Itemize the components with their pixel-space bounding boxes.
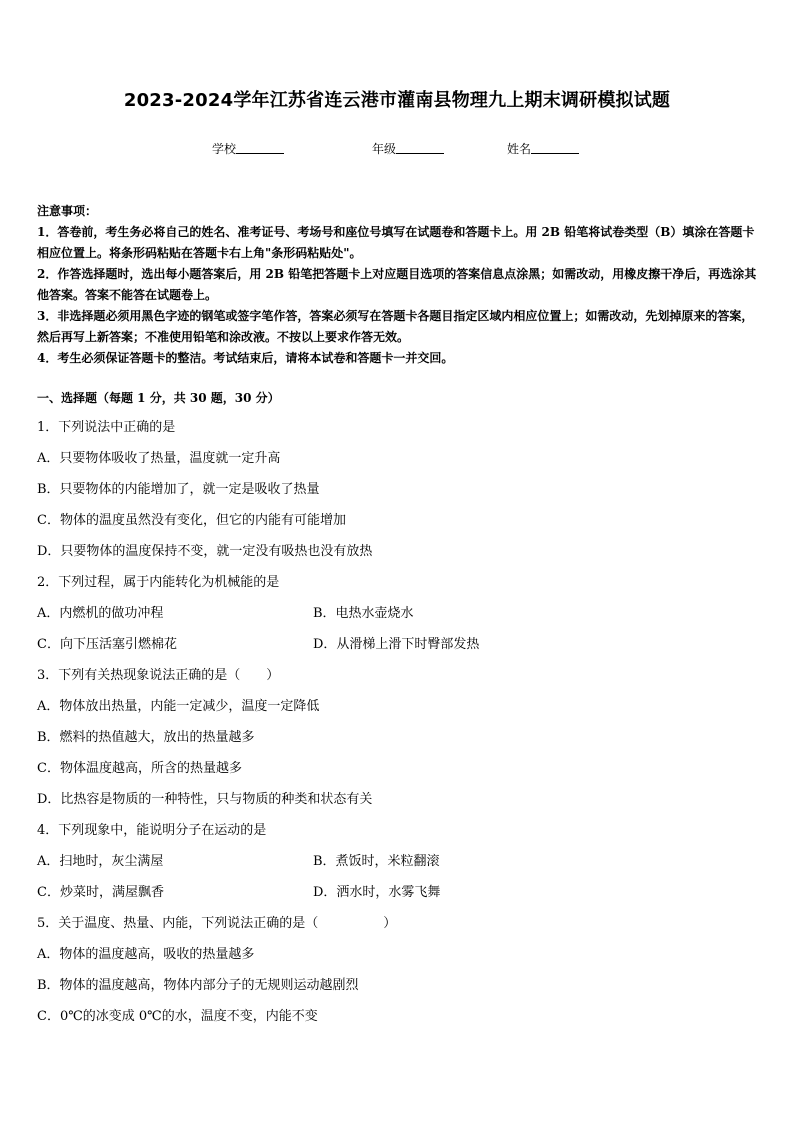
- question-1-option-c: C．物体的温度虽然没有变化，但它的内能有可能增加: [37, 513, 346, 528]
- question-2-option-d: D．从滑梯上滑下时臀部发热: [313, 637, 480, 652]
- notice-item-1: 1．答卷前，考生务必将自己的姓名、准考证号、考场号和座位号填写在试题卷和答题卡上。用 2B 铅笔将试卷类型（B）填涂在答题卡相应位置上。将条形码粘贴在答题卡右上角"条形码粘贴处"。: [37, 225, 755, 260]
- notice-item-2: 2．作答选择题时，选出每小题答案后，用 2B 铅笔把答题卡上对应题目选项的答案信息点涂黑；如需改动，用橡皮擦干净后，再选涂其他答案。答案不能答在试题卷上。: [37, 267, 757, 302]
- question-2-option-a: A．内燃机的做功冲程: [37, 606, 164, 621]
- notice-item-4: 4．考生必须保证答题卡的整洁。考试结束后，请将本试卷和答题卡一并交回。: [37, 351, 454, 365]
- question-1-stem: 1．下列说法中正确的是: [37, 420, 176, 435]
- question-5-option-b: B．物体的温度越高，物体内部分子的无规则运动越剧烈: [37, 978, 359, 993]
- question-1-option-a: A．只要物体吸收了热量，温度就一定升高: [37, 451, 281, 466]
- notice-heading: 注意事项：: [37, 204, 98, 218]
- question-4-option-d: D．洒水时，水雾飞舞: [313, 885, 441, 900]
- question-1-option-b: B．只要物体的内能增加了，就一定是吸收了热量: [37, 482, 320, 497]
- question-4-option-b: B．煮饭时，米粒翻滚: [313, 854, 440, 869]
- question-4-option-a: A．扫地时，灰尘满屋: [37, 854, 164, 869]
- school-label: 学校: [212, 142, 237, 156]
- name-label: 姓名: [507, 142, 532, 156]
- section-heading: 一、选择题（每题 1 分，共 30 题，30 分）: [37, 391, 280, 405]
- question-2-option-c: C．向下压活塞引燃棉花: [37, 637, 177, 652]
- question-2-option-b: B．电热水壶烧水: [313, 606, 414, 621]
- notice-item-3: 3．非选择题必须用黑色字迹的钢笔或签字笔作答，答案必须写在答题卡各题目指定区域内相应位置上；如需改动，先划掉原来的答案，然后再写上新答案；不准使用铅笔和涂改液。不按以上要求作答无效。: [37, 309, 754, 344]
- question-3-option-c: C．物体温度越高，所含的热量越多: [37, 761, 242, 776]
- question-3-option-a: A．物体放出热量，内能一定减少，温度一定降低: [37, 699, 320, 714]
- student-info-row: [0, 140, 794, 160]
- exam-title: 2023-2024学年江苏省连云港市灌南县物理九上期末调研模拟试题: [123, 90, 671, 111]
- question-3-option-b: B．燃料的热值越大，放出的热量越多: [37, 730, 255, 745]
- question-2-stem: 2．下列过程，属于内能转化为机械能的是: [37, 575, 280, 590]
- grade-field[interactable]: [372, 140, 444, 157]
- question-5-stem: 5．关于温度、热量、内能，下列说法正确的是（ ）: [37, 916, 397, 931]
- name-blank[interactable]: [531, 141, 579, 154]
- question-3-option-d: D．比热容是物质的一种特性，只与物质的种类和状态有关: [37, 792, 373, 807]
- question-4-stem: 4．下列现象中，能说明分子在运动的是: [37, 823, 267, 838]
- school-field[interactable]: [212, 140, 284, 157]
- question-4-option-c: C．炒菜时，满屋飘香: [37, 885, 164, 900]
- question-3-stem: 3．下列有关热现象说法正确的是（ ）: [37, 668, 280, 683]
- grade-blank[interactable]: [396, 141, 444, 154]
- grade-label: 年级: [372, 142, 397, 156]
- question-5-option-c: C．0℃的冰变成 0℃的水，温度不变，内能不变: [37, 1009, 318, 1024]
- name-field[interactable]: [507, 140, 579, 157]
- question-5-option-a: A．物体的温度越高，吸收的热量越多: [37, 947, 255, 962]
- question-1-option-d: D．只要物体的温度保持不变，就一定没有吸热也没有放热: [37, 544, 373, 559]
- notice-block: [37, 201, 759, 369]
- school-blank[interactable]: [236, 141, 284, 154]
